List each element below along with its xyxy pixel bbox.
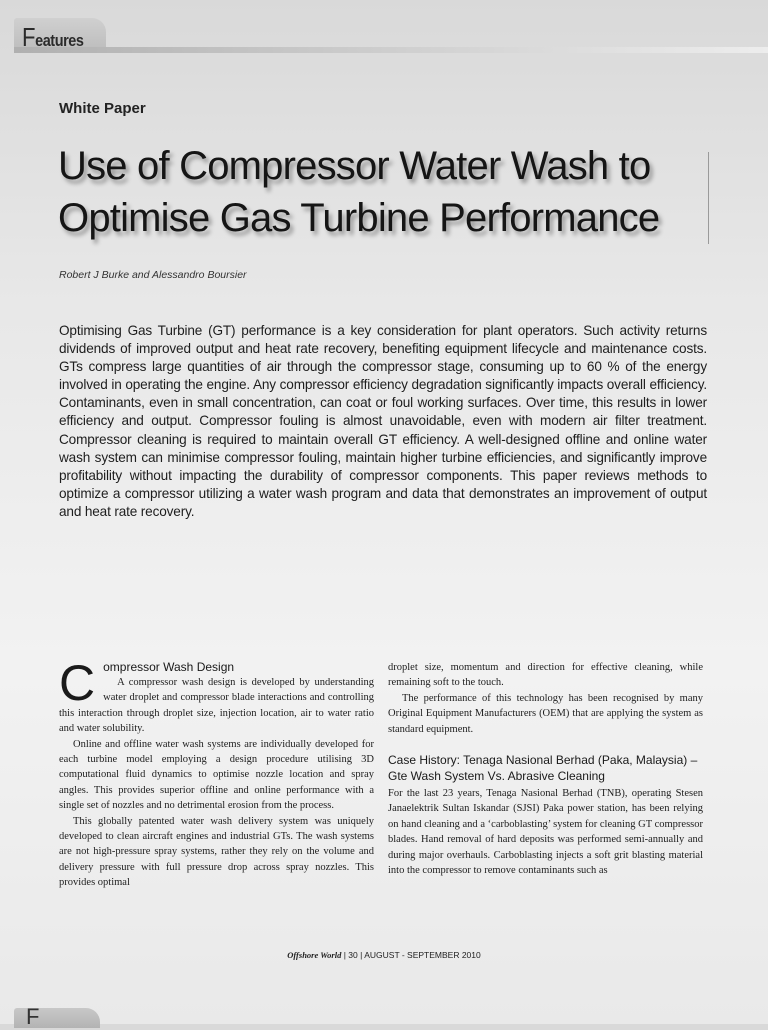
article-kicker: White Paper [59, 100, 146, 117]
body-paragraph: droplet size, momentum and direction for effective cleaning, while remaining soft to the touch. [388, 662, 703, 689]
article-title-line-1: Use of Compressor Water Wash to [58, 144, 651, 188]
article-authors: Robert J Burke and Alessandro Boursier [59, 269, 247, 281]
body-paragraph: A compressor wash design is developed by understanding water droplet and compressor blade interactions and controlling this interaction through droplet size, injection location, air to water ratio and water solubility. [59, 677, 374, 735]
section-label-rest: eatures [35, 31, 84, 50]
article-title [58, 140, 728, 244]
section-heading-block [59, 655, 374, 737]
section-label-initial: F [22, 22, 36, 52]
section-header-rule [14, 47, 768, 53]
footer-separator: | [343, 950, 349, 960]
page-footer [0, 950, 768, 960]
section-heading: ompressor Wash Design [103, 660, 235, 674]
footer-page-number: 30 [348, 950, 358, 960]
body-paragraph: For the last 23 years, Tenaga Nasional Berhad (TNB), operating Stesen Janaelektrik Sultan Iskandar (SJSI) Paka power station, has been relying on hand cleaning and a ‘carboblasting’ system for cleaning GT compressor blades. Hand removal of hard deposits was performed semi-annually and during major overhauls. Carboblasting injects a soft grit blasting material into the compressor to remove contaminants such as [388, 788, 703, 877]
section-label [22, 22, 84, 53]
body-paragraph: The performance of this technology has been recognised by many Original Equipment Manufacturers (OEM) that are applying the system as standard equipment. [388, 692, 703, 735]
drop-cap: C [59, 655, 96, 711]
article-abstract: Optimising Gas Turbine (GT) performance is a key consideration for plant operators. Such activity returns dividends of improved output and heat rate recovery, benefiting equipment lifecycle and maintenance costs. GTs compress large quantities of air through the compressor stage, consuming up to 60 % of the energy involved in operating the engine. Any compressor efficiency degradation significantly impacts overall efficiency. Contaminants, even in small concentration, can coat or foul working surfaces. Over time, this results in lower efficiency and output. Compressor fouling is almost unavoidable, even with modern air filter treatment. Compressor cleaning is required to maintain overall GT efficiency. A well-designed offline and online water wash system can minimise compressor fouling, maintain higher turbine efficiencies, and significantly improve profitability without impacting the durability of compressor components. This paper reviews methods to optimize a compressor utilizing a water wash program and data that demonstrates an improvement of output and heat rate recovery. [59, 323, 707, 519]
body-column-right [388, 660, 703, 878]
case-history-heading: Case History: Tenaga Nasional Berhad (Paka, Malaysia) – Gte Wash System Vs. Abrasive Cleaning [388, 753, 698, 783]
next-page-tab-letter: F [26, 1004, 40, 1029]
body-paragraph: This globally patented water wash delivery system was uniquely developed to clean aircraft engines and industrial GTs. The wash systems are not high-pressure spray systems, rather they rely on the volume and delivery pressure with full pressure drop across spray nozzles. This provides optimal [59, 815, 374, 889]
footer-issue: AUGUST - SEPTEMBER 2010 [364, 950, 481, 960]
body-column-left [59, 655, 374, 891]
body-paragraph: Online and offline water wash systems are individually developed for each turbine model employing a design procedure utilising 3D computational fluid dynamics to optimise nozzle location and spray angles. This provides superior offline and online performance with a single set of nozzles and no detrimental erosion from the process. [59, 738, 374, 812]
footer-separator: | [357, 950, 365, 960]
article-title-line-2: Optimise Gas Turbine Performance [58, 196, 660, 240]
footer-magazine: Offshore World [287, 950, 342, 960]
title-divider [708, 152, 709, 244]
